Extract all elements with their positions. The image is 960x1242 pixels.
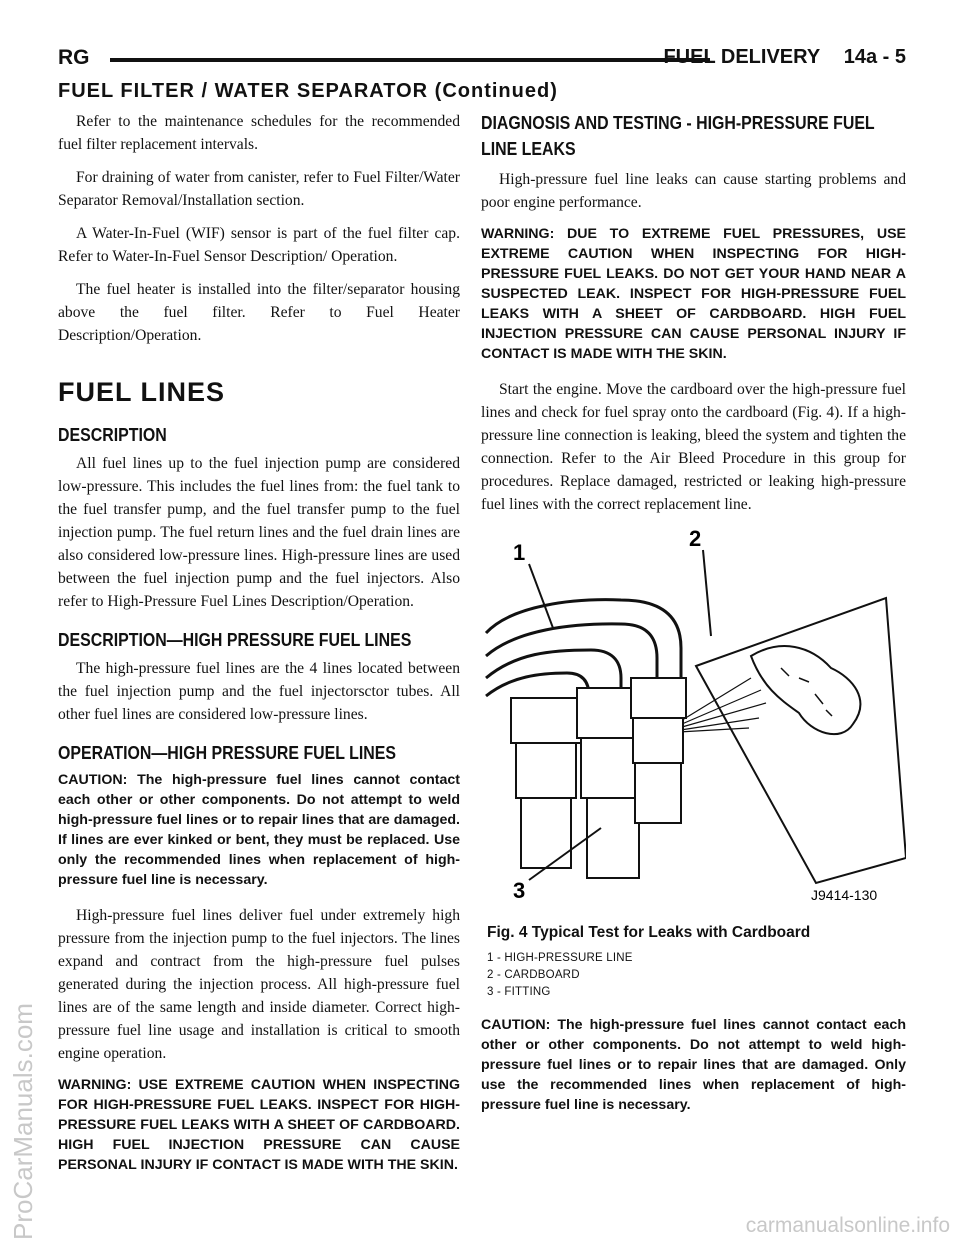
diagnosis-intro: High-pressure fuel line leaks can cause starting problems and poor engine performance. [481, 171, 906, 211]
side-watermark: ProCarManuals.com [8, 1003, 38, 1240]
callout-3-label: 3 [513, 878, 526, 903]
header-page-number: 14a - 5 [843, 46, 906, 68]
header-rule [110, 58, 710, 62]
operation-hp-heading: OPERATION—HIGH PRESSURE FUEL LINES [58, 742, 396, 763]
leak-test-illustration [481, 528, 906, 918]
intro-paragraph-4: The fuel heater is installed into the filter/separator housing above the fuel filter. Refer to Fuel Heater Description/Operation. [58, 281, 460, 344]
operation-text: High-pressure fuel lines deliver fuel under extremely high pressure from the injection pump to the fuel injectors. The lines expand and contract from the high-pressure fuel pulses generated during the injection process. All high-pressure fuel lines are of the same length and inside diameter. Correct high-pressure fuel line usage and installation is critical to smooth engine operation. [58, 907, 460, 1062]
header-right [663, 46, 906, 69]
description-hp-heading: DESCRIPTION—HIGH PRESSURE FUEL LINES [58, 629, 412, 650]
description-text: All fuel lines up to the fuel injection pump are considered low-pressure. This includes the fuel lines from: the fuel tank to the fuel transfer pump, and the fuel transfer pump to the fuel injection pump. The fuel return lines and the fuel drain lines are also considered low-pressure lines. High-pressure lines are used between the fuel injection pump and the fuel injectors. Also refer to High-Pressure Fuel Lines Description/Operation. [58, 455, 460, 610]
diagnosis-heading: DIAGNOSIS AND TESTING - HIGH-PRESSURE FUEL LINE LEAKS [481, 112, 875, 159]
page-header [58, 46, 906, 72]
header-section-name: FUEL DELIVERY [663, 46, 821, 68]
diagnosis-warning: WARNING: DUE TO EXTREME FUEL PRESSURES, USE EXTREME CAUTION WHEN INSPECTING FOR HIGH-PRESSURE FUEL LEAKS. DO NOT GET YOUR HAND NEAR A SUSPECTED LEAK. INSPECT FOR HIGH-PRESSURE FUEL LEAKS WITH A SHEET OF CARDBOARD. HIGH FUEL INJECTION PRESSURE CAN CAUSE PERSONAL INJURY IF CONTACT IS MADE WITH THE SKIN. [481, 226, 906, 362]
figure-code: J9414-130 [811, 887, 878, 903]
callout-1-label: 1 [513, 540, 526, 565]
continued-title: FUEL FILTER / WATER SEPARATOR (Continued) [58, 80, 558, 102]
figure-caption: Fig. 4 Typical Test for Leaks with Cardboard [487, 924, 811, 941]
intro-paragraph-3: A Water-In-Fuel (WIF) sensor is part of the fuel filter cap. Refer to Water-In-Fuel Sensor Description/ Operation. [58, 225, 460, 265]
operation-caution: CAUTION: The high-pressure fuel lines cannot contact each other or other components. Do not attempt to weld high-pressure fuel lines or to repair lines that are damaged. If lines are ever kinked or bent, they must be replaced. Use only the recommended lines when replacement of high-pressure fuel line is necessary. [58, 772, 460, 888]
intro-paragraph-2: For draining of water from canister, refer to Fuel Filter/Water Separator Removal/Installation section. [58, 169, 460, 209]
legend-item: 3 - FITTING [487, 986, 551, 998]
cardboard-shape [696, 598, 906, 883]
intro-paragraph-1: Refer to the maintenance schedules for the recommended fuel filter replacement intervals. [58, 113, 460, 153]
header-left-code: RG [58, 46, 90, 69]
figure-leak-test [481, 528, 906, 918]
callout-2-label: 2 [689, 528, 702, 551]
fuel-lines-heading: FUEL LINES [58, 377, 226, 407]
figure-legend [487, 950, 906, 1001]
description-hp-text: The high-pressure fuel lines are the 4 lines located between the fuel injection pump and the fuel injectorsctor tubes. All other fuel lines are considered low-pressure lines. [58, 660, 460, 723]
fitting-shapes [511, 678, 686, 878]
description-heading: DESCRIPTION [58, 424, 167, 445]
diagnosis-text: Start the engine. Move the cardboard over the high-pressure fuel lines and check for fuel spray onto the cardboard (Fig. 4). If a high-pressure line connection is leaking, bleed the system and tighten the connection. Refer to the Air Bleed Procedure in this group for procedures. Replace damaged, restricted or leaking high-pressure fuel lines with the correct replacement line. [481, 381, 906, 513]
left-column [58, 110, 460, 1189]
footer-watermark: carmanualsonline.info [745, 1214, 950, 1237]
operation-warning: WARNING: USE EXTREME CAUTION WHEN INSPECTING FOR HIGH-PRESSURE FUEL LEAKS. INSPECT FOR HIGH-PRESSURE FUEL LEAKS WITH A SHEET OF CARDBOARD. HIGH FUEL INJECTION PRESSURE CAN CAUSE PERSONAL INJURY IF CONTACT IS MADE WITH THE SKIN. [58, 1077, 460, 1173]
right-column [481, 110, 906, 1129]
legend-item: 2 - CARDBOARD [487, 969, 580, 981]
final-caution: CAUTION: The high-pressure fuel lines cannot contact each other or other components. Do not attempt to weld high-pressure fuel lines or to repair lines that are damaged. Only use the recommended lines when replacement of high-pressure fuel line is necessary. [481, 1017, 906, 1113]
legend-item: 1 - HIGH-PRESSURE LINE [487, 952, 633, 964]
